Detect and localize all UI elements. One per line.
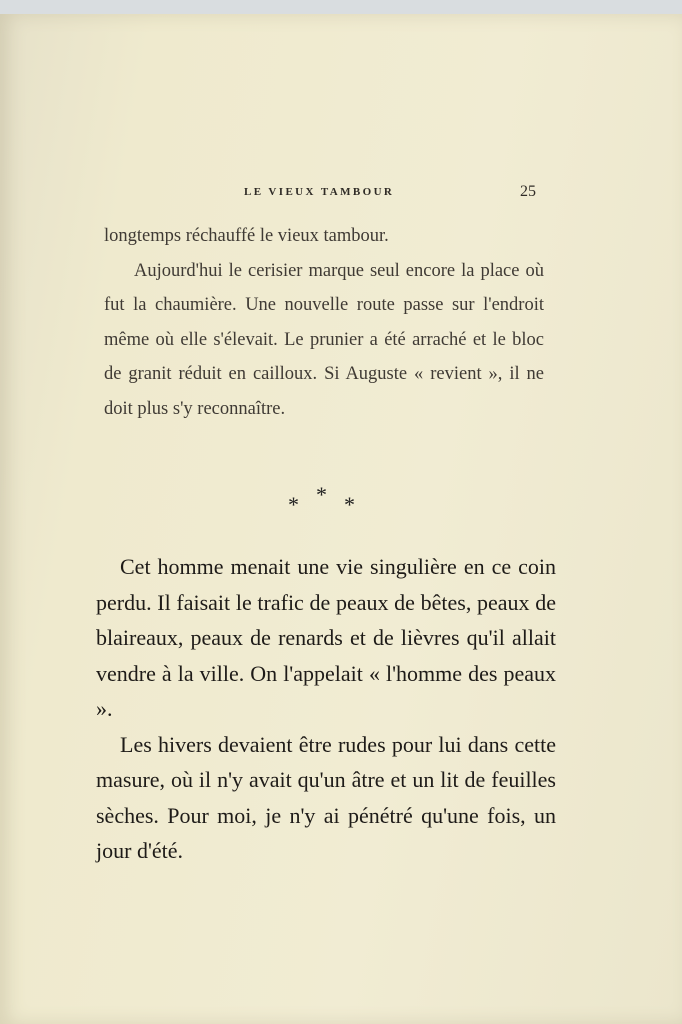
asterisk: * (316, 482, 327, 507)
upper-text-block (104, 219, 544, 426)
asterisk: * (344, 492, 355, 517)
paragraph: Aujourd'hui le cerisier marque seul encore la place où fut la chaumière. Une nouvelle route passe sur l'endroit même où elle s'élevait. Le prunier a été arraché et le bloc de granit réduit en cailloux. Si Auguste « revient », il ne doit plus s'y reconnaître. (104, 260, 544, 419)
book-page (0, 14, 682, 1024)
asterisk: * (288, 492, 299, 517)
paragraph: Cet homme menait une vie singulière en ce coin perdu. Il faisait le trafic de peaux de bêtes, peaux de blaireaux, peaux de renards et de lièvres qu'il allait vendre à la ville. On l'appelait « l'homme des peaux ». (96, 554, 556, 721)
running-title: LE VIEUX TAMBOUR (244, 186, 395, 198)
paragraph: Les hivers devaient être rudes pour lui dans cette masure, où il n'y avait qu'un âtre et un lit de feuilles sèches. Pour moi, je n'y ai pénétré qu'une fois, un jour d'été. (96, 731, 556, 863)
page-header (110, 174, 540, 204)
lower-text-block (96, 549, 556, 869)
page-number: 25 (520, 183, 536, 200)
paragraph-continuation: longtemps réchauffé le vieux tambour. (104, 226, 389, 246)
section-break (280, 482, 370, 517)
